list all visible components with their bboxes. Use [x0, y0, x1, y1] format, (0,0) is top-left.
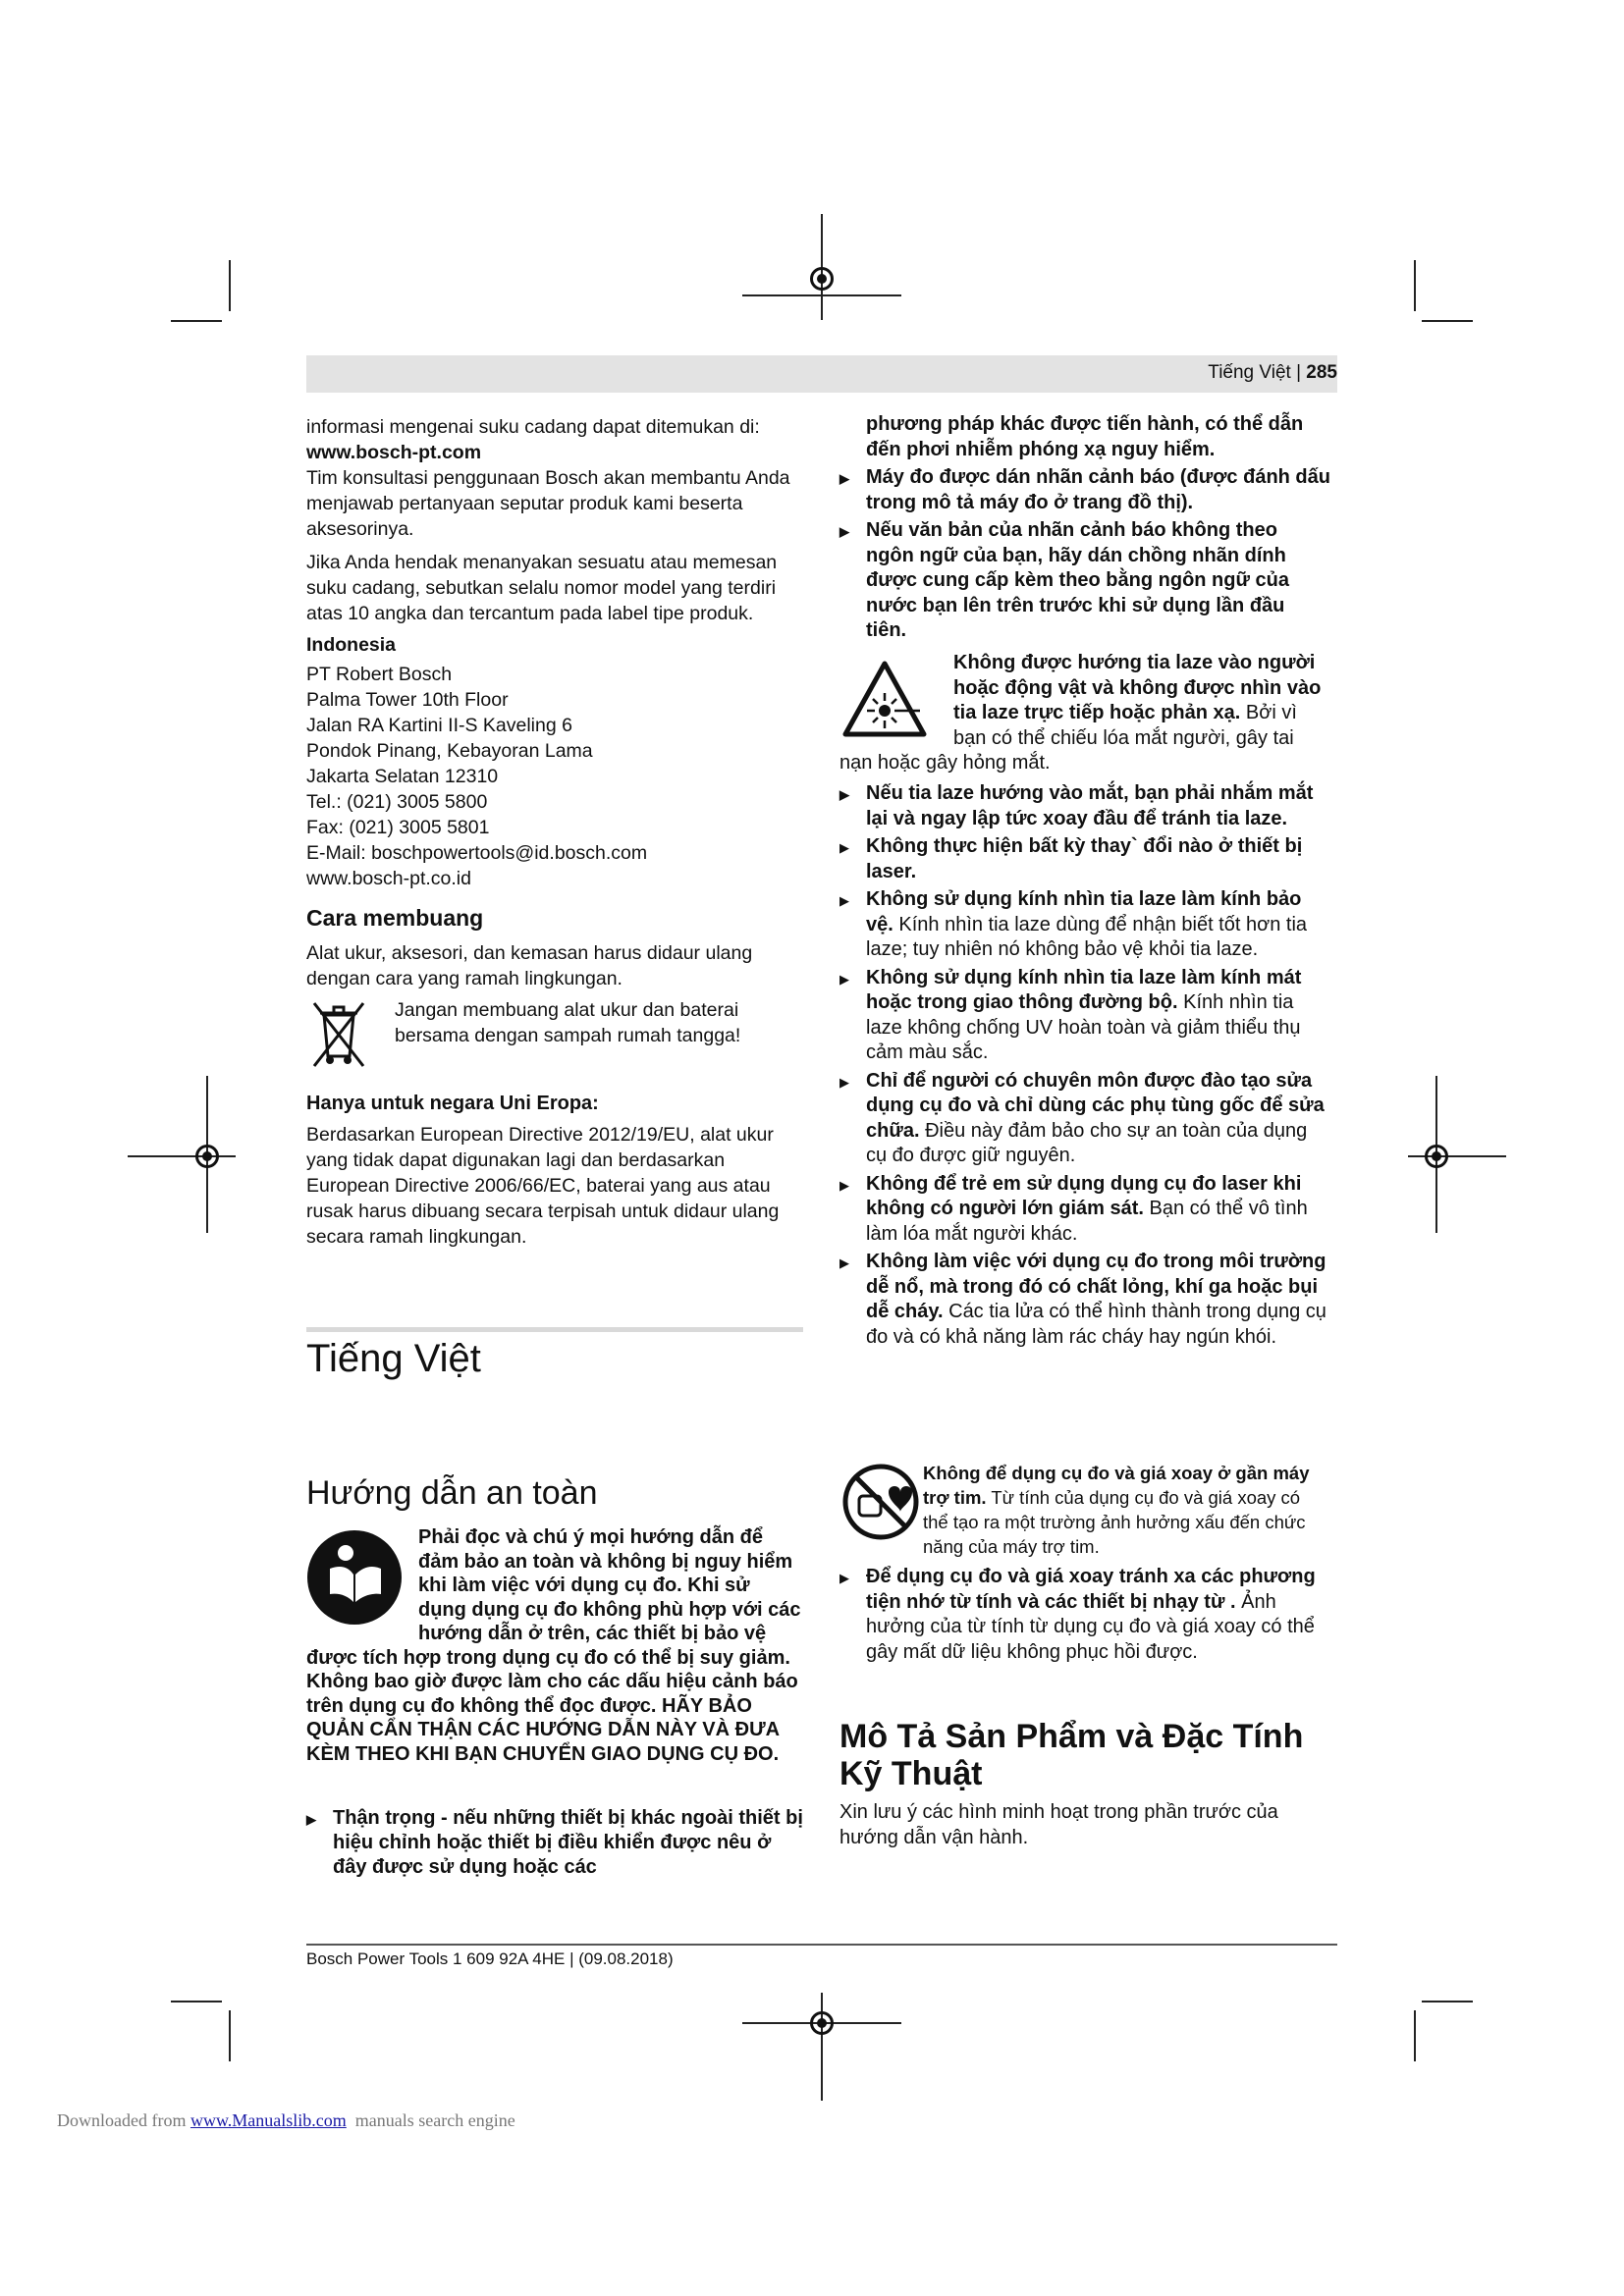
address-line: Fax: (021) 3005 5801 [306, 817, 490, 838]
registration-mark-icon [810, 2011, 834, 2035]
registration-mark-icon [810, 267, 834, 291]
crop-mark [1408, 1155, 1506, 1157]
crop-mark [171, 320, 222, 322]
bullet-language: ▶ Nếu văn bản của nhãn cảnh báo không theo ngôn ngữ của bạn, hãy dán chồng nhãn dính được cung cấp kèm theo bằng ngôn ngữ của nước bạn lên trên trước khi sử dụng lần đầu tiên. [839, 518, 1330, 644]
right-bullet-magnet [839, 1565, 1330, 1668]
laser-warning-bold: Không được hướng tia laze vào người hoặc động vật và không được nhìn vào tia laze trực tiếp hoặc phản xạ. [953, 652, 1322, 723]
section-title: Tiếng Việt [306, 1337, 481, 1380]
continued-text: phương pháp khác được tiến hành, có thể dẫn đến phơi nhiễm phóng xạ nguy hiểm. [866, 413, 1304, 460]
safety-intro [306, 1525, 803, 1766]
country-heading: Indonesia [306, 634, 397, 656]
product-text: Xin lưu ý các hình minh hoạt trong phần trước của hướng dẫn vận hành. [839, 1801, 1278, 1848]
disposal-heading: Cara membuang [306, 905, 484, 931]
crop-mark [1414, 260, 1416, 311]
product-title: Mô Tả Sản Phẩm và Đặc Tính Kỹ Thuật [839, 1718, 1304, 1792]
page-header [1208, 362, 1337, 384]
crop-mark [229, 260, 231, 311]
page-header-bar [306, 355, 1337, 393]
disposal-text: Alat ukur, aksesori, dan kemasan harus didaur ulang dengan cara yang ramah lingkungan. [306, 942, 753, 989]
section-rule [306, 1327, 803, 1332]
pacemaker-text: Từ tính của dụng cụ đo và giá xoay có thể tạo ra một trường ảnh hưởng xấu đến chức năng của máy trợ tim. [923, 1487, 1306, 1557]
bullet-repair-text: Điều này đảm bảo cho sự an toàn của dụng cụ đo được giữ nguyên. [866, 1119, 1308, 1166]
bullet-text: ▶ Thận trọng - nếu những thiết bị khác ngoài thiết bị hiệu chỉnh hoặc thiết bị điều khiển được nêu ở đây được sử dụng hoặc các [306, 1806, 803, 1880]
header-separator: | [1290, 362, 1307, 383]
bullet-sunglasses-text: Kính nhìn tia laze không chống UV hoàn toàn và giảm thiểu thụ cảm màu sắc. [866, 991, 1301, 1063]
bullet-modify [839, 834, 1330, 884]
right-bullets [839, 781, 1330, 1353]
pacemaker-bold: Không để dụng cụ đo và giá xoay ở gần máy trợ tim. [923, 1463, 1310, 1508]
address-line: Jalan RA Kartini II-S Kaveling 6 [306, 715, 572, 736]
eu-heading: Hanya untuk negara Uni Eropa: [306, 1093, 599, 1114]
consult-text: Tim konsultasi penggunaan Bosch akan membantu Anda menjawab pertanyaan seputar produk kami beserta aksesorinya. [306, 467, 790, 540]
bullet-explosive-bold: Không làm việc với dụng cụ đo trong môi trường dễ nổ, mà trong đó có chất lỏng, khí ga hoặc bụi dễ cháy. [866, 1251, 1326, 1322]
crop-mark [821, 1993, 823, 2101]
header-language: Tiếng Việt [1208, 362, 1291, 383]
left-column-top [306, 414, 803, 891]
bullet-glasses [839, 887, 1330, 963]
download-prefix: Downloaded from [57, 2110, 190, 2130]
crop-mark [128, 1155, 236, 1157]
registration-mark-icon [195, 1145, 219, 1168]
address-line: Pondok Pinang, Kebayoran Lama [306, 740, 593, 762]
crop-mark [171, 2001, 222, 2002]
bullet-eye: ▶ Nếu tia laze hướng vào mắt, bạn phải nhắm mắt lại và ngay lập tức xoay đầu để tránh tia laze. [839, 781, 1330, 831]
crop-mark [742, 294, 901, 296]
bullet-modify-text: Không thực hiện bất kỳ thay` đổi nào ở thiết bị laser. [866, 835, 1303, 882]
eu-text: Berdasarkan European Directive 2012/19/EU, alat ukur yang tidak dapat digunakan lagi dan berdasarkan European Directive 2006/66/EC, baterai yang aus atau rusak harus dibuang secara terpisah untuk didaur ulang secara ramah lingkungan. [306, 1124, 780, 1248]
crop-mark [1422, 2001, 1473, 2002]
bullet-explosive-text: Các tia lửa có thể hình thành trong dụng cụ đo và có khả năng làm rác cháy hay ngún khói. [866, 1301, 1326, 1348]
bullet-sunglasses-bold: Không sử dụng kính nhìn tia laze làm kính mát hoặc trong giao thông đường bộ. [866, 966, 1302, 1013]
page-number: 285 [1306, 362, 1337, 383]
bullet-repair-bold: Chỉ để người có chuyên môn được đào tạo sửa dụng cụ đo và chỉ dùng các phụ tùng gốc để sửa chữa. [866, 1069, 1325, 1142]
right-column-top [839, 412, 1330, 647]
address-line: PT Robert Bosch [306, 664, 453, 685]
bullet-sunglasses [839, 966, 1330, 1066]
bullet-magnet-text: Ảnh hưởng của từ tính từ dụng cụ đo và giá xoay có thể gây mất dữ liệu không phục hồi được. [866, 1590, 1315, 1663]
disposal-icon-text: Jangan membuang alat ukur dan baterai bersama dengan sampah rumah tangga! [395, 999, 741, 1046]
bullet-children-bold: Không để trẻ em sử dụng dụng cụ đo laser khi không có người lớn giám sát. [866, 1172, 1302, 1219]
order-text: Jika Anda hendak menanyakan sesuatu atau memesan suku cadang, sebutkan selalu nomor model yang terdiri atas 10 angka dan tercantum pada label tipe produk. [306, 552, 778, 624]
parts-info-text: informasi mengenai suku cadang dapat ditemukan di: [306, 416, 760, 438]
download-suffix: manuals search engine [346, 2110, 515, 2130]
weee-bin-icon [308, 997, 369, 1070]
laser-warning-text: Bởi vì bạn có thể chiếu lóa mắt người, gây tai nạn hoặc gây hỏng mắt. [839, 702, 1297, 774]
pacemaker-warning [923, 1461, 1329, 1559]
bullet-label: ▶ Máy đo được dán nhãn cảnh báo (được đánh dấu trong mô tả máy đo ở trang đồ thị). [839, 465, 1330, 515]
bullet-explosive [839, 1250, 1330, 1350]
address-line: Jakarta Selatan 12310 [306, 766, 499, 787]
address-line: www.bosch-pt.co.id [306, 868, 471, 889]
bullet-glasses-bold: Không sử dụng kính nhìn tia laze làm kính bảo vệ. [866, 888, 1302, 935]
bullet-magnet-bold: Để dụng cụ đo và giá xoay tránh xa các phương tiện nhớ từ tính và các thiết bị nhạy từ . [866, 1566, 1316, 1613]
bullet-repair [839, 1069, 1330, 1169]
footer-text: Bosch Power Tools 1 609 92A 4HE | (09.08.2018) [306, 1949, 674, 1968]
address-line: E-Mail: boschpowertools@id.bosch.com [306, 842, 648, 864]
bullet-children [839, 1172, 1330, 1248]
safety-intro-text: Phải đọc và chú ý mọi hướng dẫn để đảm bảo an toàn và không bị nguy hiểm khi làm việc với dụng cụ đo. Khi sử dụng dụng cụ đo không phù hợp với các hướng dẫn ở trên, các thiết bị bảo vệ được tích hợp trong dụng cụ đo có thể bị suy giảm. Không bao giờ được làm cho các dấu hiệu cảnh báo trên dụng cụ đo không thể đọc được. HÃY BẢO QUẢN CẨN THẬN CÁC HƯỚNG DẪN NÀY VÀ ĐƯA KÈM THEO KHI BẠN CHUYỂN GIAO DỤNG CỤ ĐO. [306, 1526, 801, 1765]
crop-mark [229, 2010, 231, 2061]
bullet-glasses-text: Kính nhìn tia laze dùng để nhận biết tốt hơn tia laze; tuy nhiên nó không bảo vệ khỏi tia laze. [866, 913, 1308, 960]
bullet-caution [306, 1806, 803, 1883]
pacemaker-warning-icon [841, 1463, 920, 1541]
address-line: Tel.: (021) 3005 5800 [306, 791, 488, 813]
bosch-url[interactable]: www.bosch-pt.com [306, 442, 482, 463]
footer-rule [306, 1944, 1337, 1946]
laser-warning [839, 651, 1330, 776]
manualslib-link[interactable]: www.Manualslib.com [189, 2110, 347, 2130]
download-credit [57, 2110, 515, 2131]
safety-title: Hướng dẫn an toàn [306, 1474, 598, 1512]
address-line: Palma Tower 10th Floor [306, 689, 509, 711]
registration-mark-icon [1425, 1145, 1448, 1168]
crop-mark [1414, 2010, 1416, 2061]
crop-mark [1422, 320, 1473, 322]
bullet-children-text: Bạn có thể vô tình làm lóa mắt người khác. [866, 1198, 1308, 1245]
